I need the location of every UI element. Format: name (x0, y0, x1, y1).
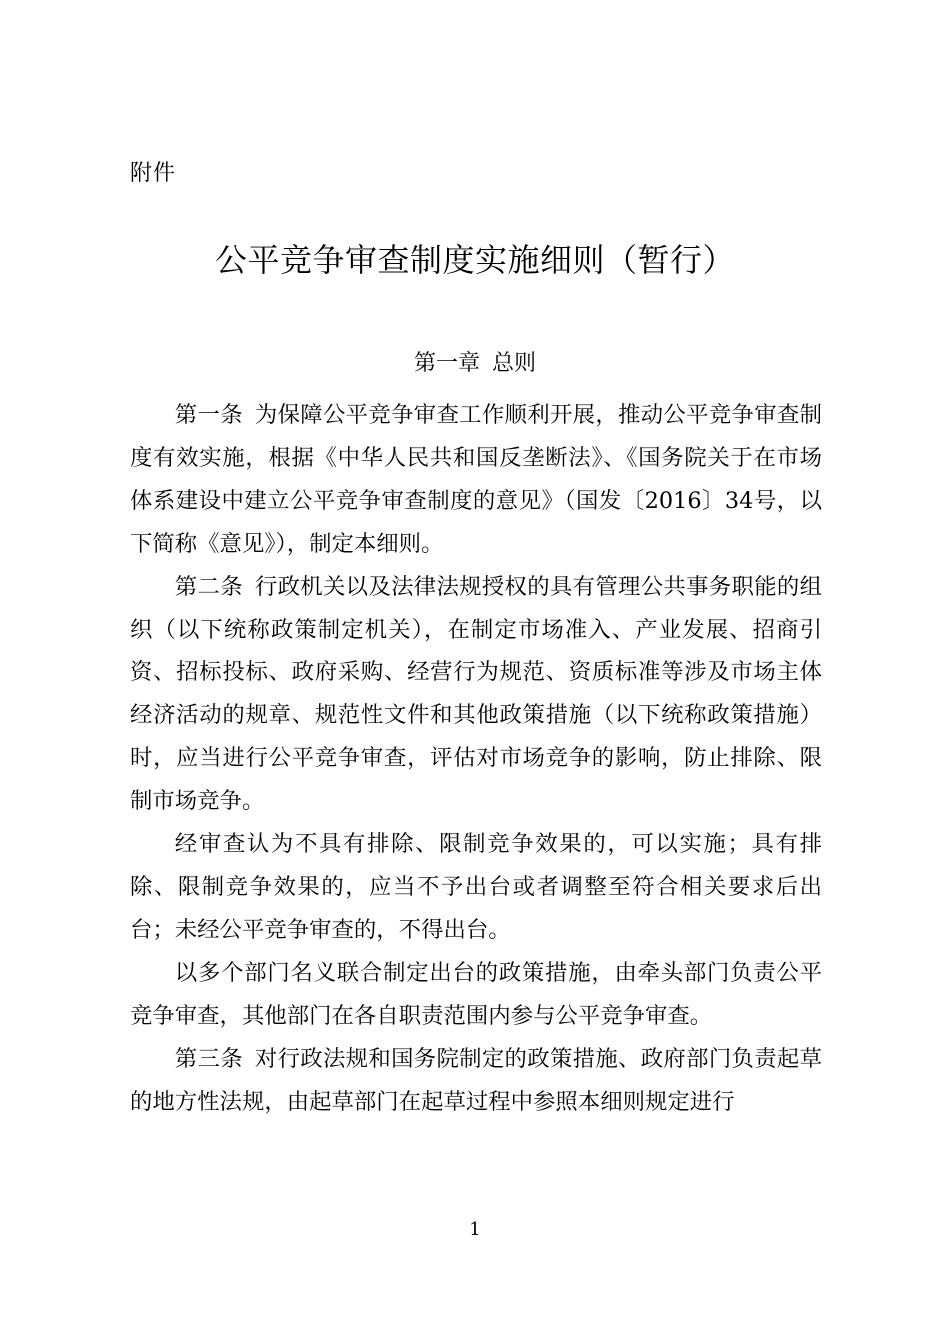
paragraph-text: 对行政法规和国务院制定的政策措施、政府部门负责起草的地方性法规，由起草部门在起草过程中参照本细则规定进行 (130, 1045, 823, 1115)
article-paragraph (130, 566, 822, 823)
article-paragraph (130, 394, 822, 566)
paragraph-text: 行政机关以及法律法规授权的具有管理公共事务职能的组织（以下统称政策制定机关），在制定市场准入、产业发展、招商引资、招标投标、政府采购、经营行为规范、资质标准等涉及市场主体经济活动的规章、规范性文件和其他政策措施（以下统称政策措施）时，应当进行公平竞争审查，评估对市场竞争的影响，防止排除、限制市场竞争。 (130, 573, 823, 815)
article-paragraph (130, 1038, 822, 1124)
document-body (130, 394, 822, 1123)
article-number: 第一条 (174, 402, 243, 428)
document-title: 公平竞争审查制度实施细则（暂行） (214, 241, 735, 279)
chapter-name: 总则 (492, 351, 537, 376)
chapter-number: 第一章 (413, 351, 480, 376)
paragraph (130, 823, 822, 952)
attachment-label: 附件 (130, 161, 177, 186)
paragraph-text: 以多个部门名义联合制定出台的政策措施，由牵头部门负责公平竞争审查，其他部门在各自职责范围内参与公平竞争审查。 (130, 959, 822, 1029)
chapter-heading (0, 346, 950, 382)
article-number: 第三条 (174, 1045, 243, 1072)
paragraph (130, 952, 822, 1038)
article-number: 第二条 (174, 573, 243, 600)
page-number: 1 (469, 1219, 481, 1240)
paragraph-text: 经审查认为不具有排除、限制竞争效果的，可以实施；具有排除、限制竞争效果的，应当不予出台或者调整至符合相关要求后出台；未经公平竞争审查的，不得出台。 (130, 831, 822, 943)
paragraph-text: 为保障公平竞争审查工作顺利开展，推动公平竞争审查制度有效实施，根据《中华人民共和国反垄断法》、《国务院关于在市场体系建设中建立公平竞争审查制度的意见》（国发〔2016〕34号，以下简称《意见》），制定本细则。 (130, 402, 823, 557)
